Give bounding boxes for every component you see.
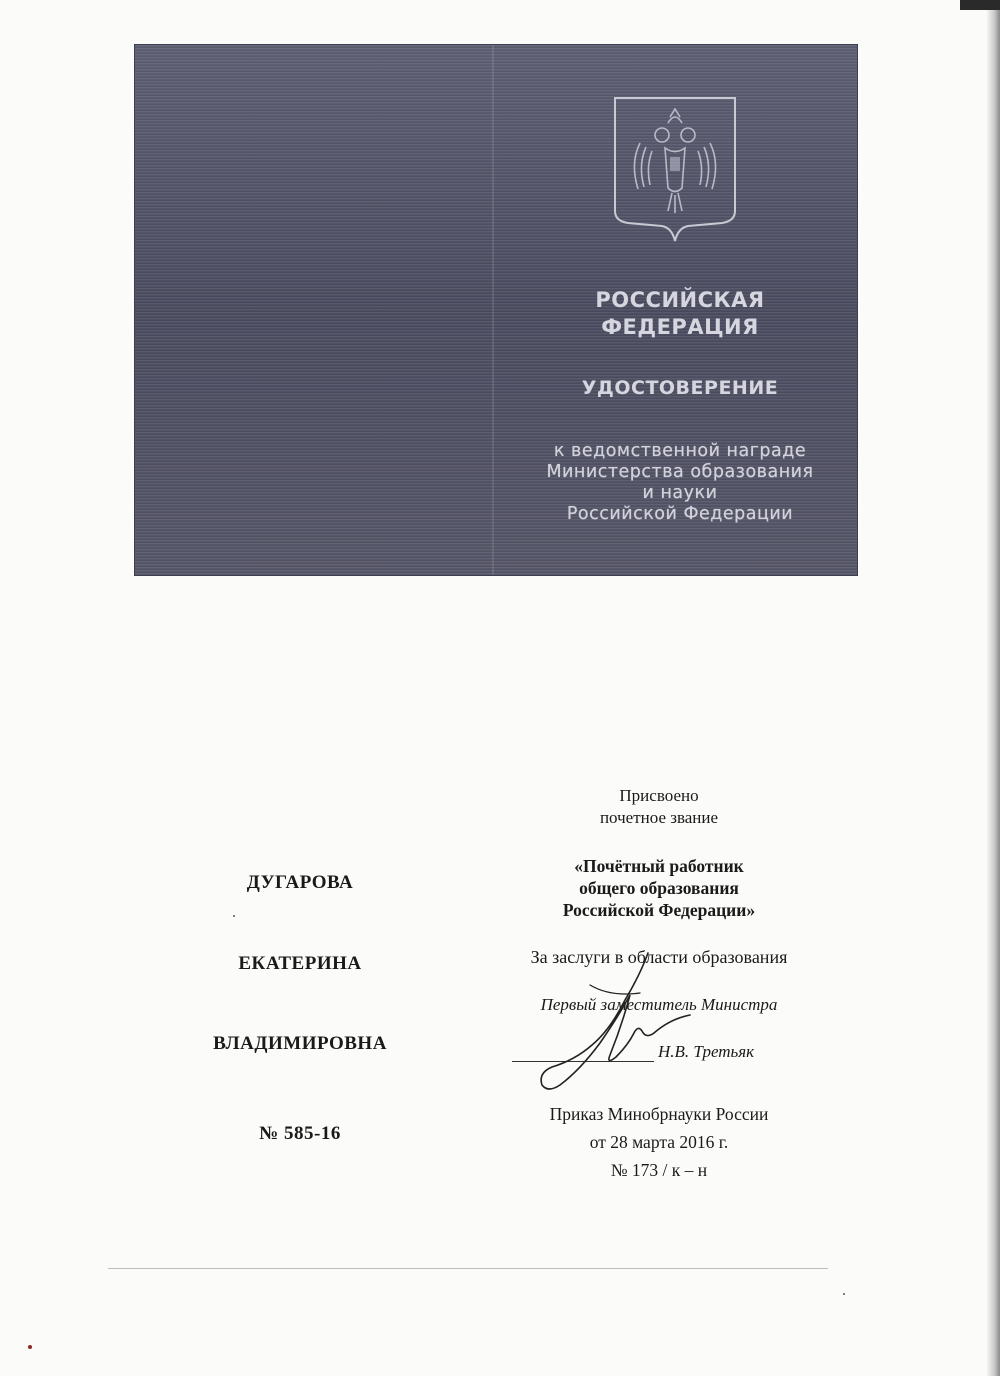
order-reference [500,1100,818,1184]
honorary-title-line2: общего образования [579,878,739,898]
assigned-heading [500,785,818,829]
page-fold-line [108,1268,828,1269]
scan-dot [843,1293,845,1295]
order-number: № 173 / к – н [610,1160,708,1180]
honorary-title-line1: «Почётный работник [574,856,744,876]
honorary-title-line3: Российской Федерации» [562,900,756,920]
holder-surname: ДУГАРОВА [246,872,354,893]
cover-award-line3: и науки [642,483,718,503]
scan-dot [233,915,235,917]
order-date: от 28 марта 2016 г. [589,1132,729,1152]
signatory-name [512,1042,812,1062]
assigned-line1: Присвоено [619,786,699,805]
holder-patronymic: ВЛАДИМИРОВНА [213,1033,387,1054]
certificate-number: № 585-16 [259,1123,341,1144]
scan-speck [28,1345,32,1349]
holder-given-name: ЕКАТЕРИНА [238,953,362,974]
cover-award-line1: к ведомственной награде [553,441,807,461]
assigned-line2: почетное звание [599,808,719,827]
signatory-position: Первый заместитель Министра [540,995,778,1014]
honorary-title [500,855,818,921]
cover-award-line2: Министерства образования [546,462,814,482]
cover-award-line4: Российской Федерации [566,504,794,524]
merit-text: За заслуги в области образования [530,947,788,967]
cover-country-line1: РОССИЙСКАЯ [595,288,765,312]
order-line1: Приказ Минобрнауки России [549,1104,769,1124]
signatory-name-text: Н.В. Третьяк [658,1042,755,1061]
cover-country-line2: ФЕДЕРАЦИЯ [601,315,759,339]
cover-document-type: УДОСТОВЕРЕНИЕ [581,377,779,399]
